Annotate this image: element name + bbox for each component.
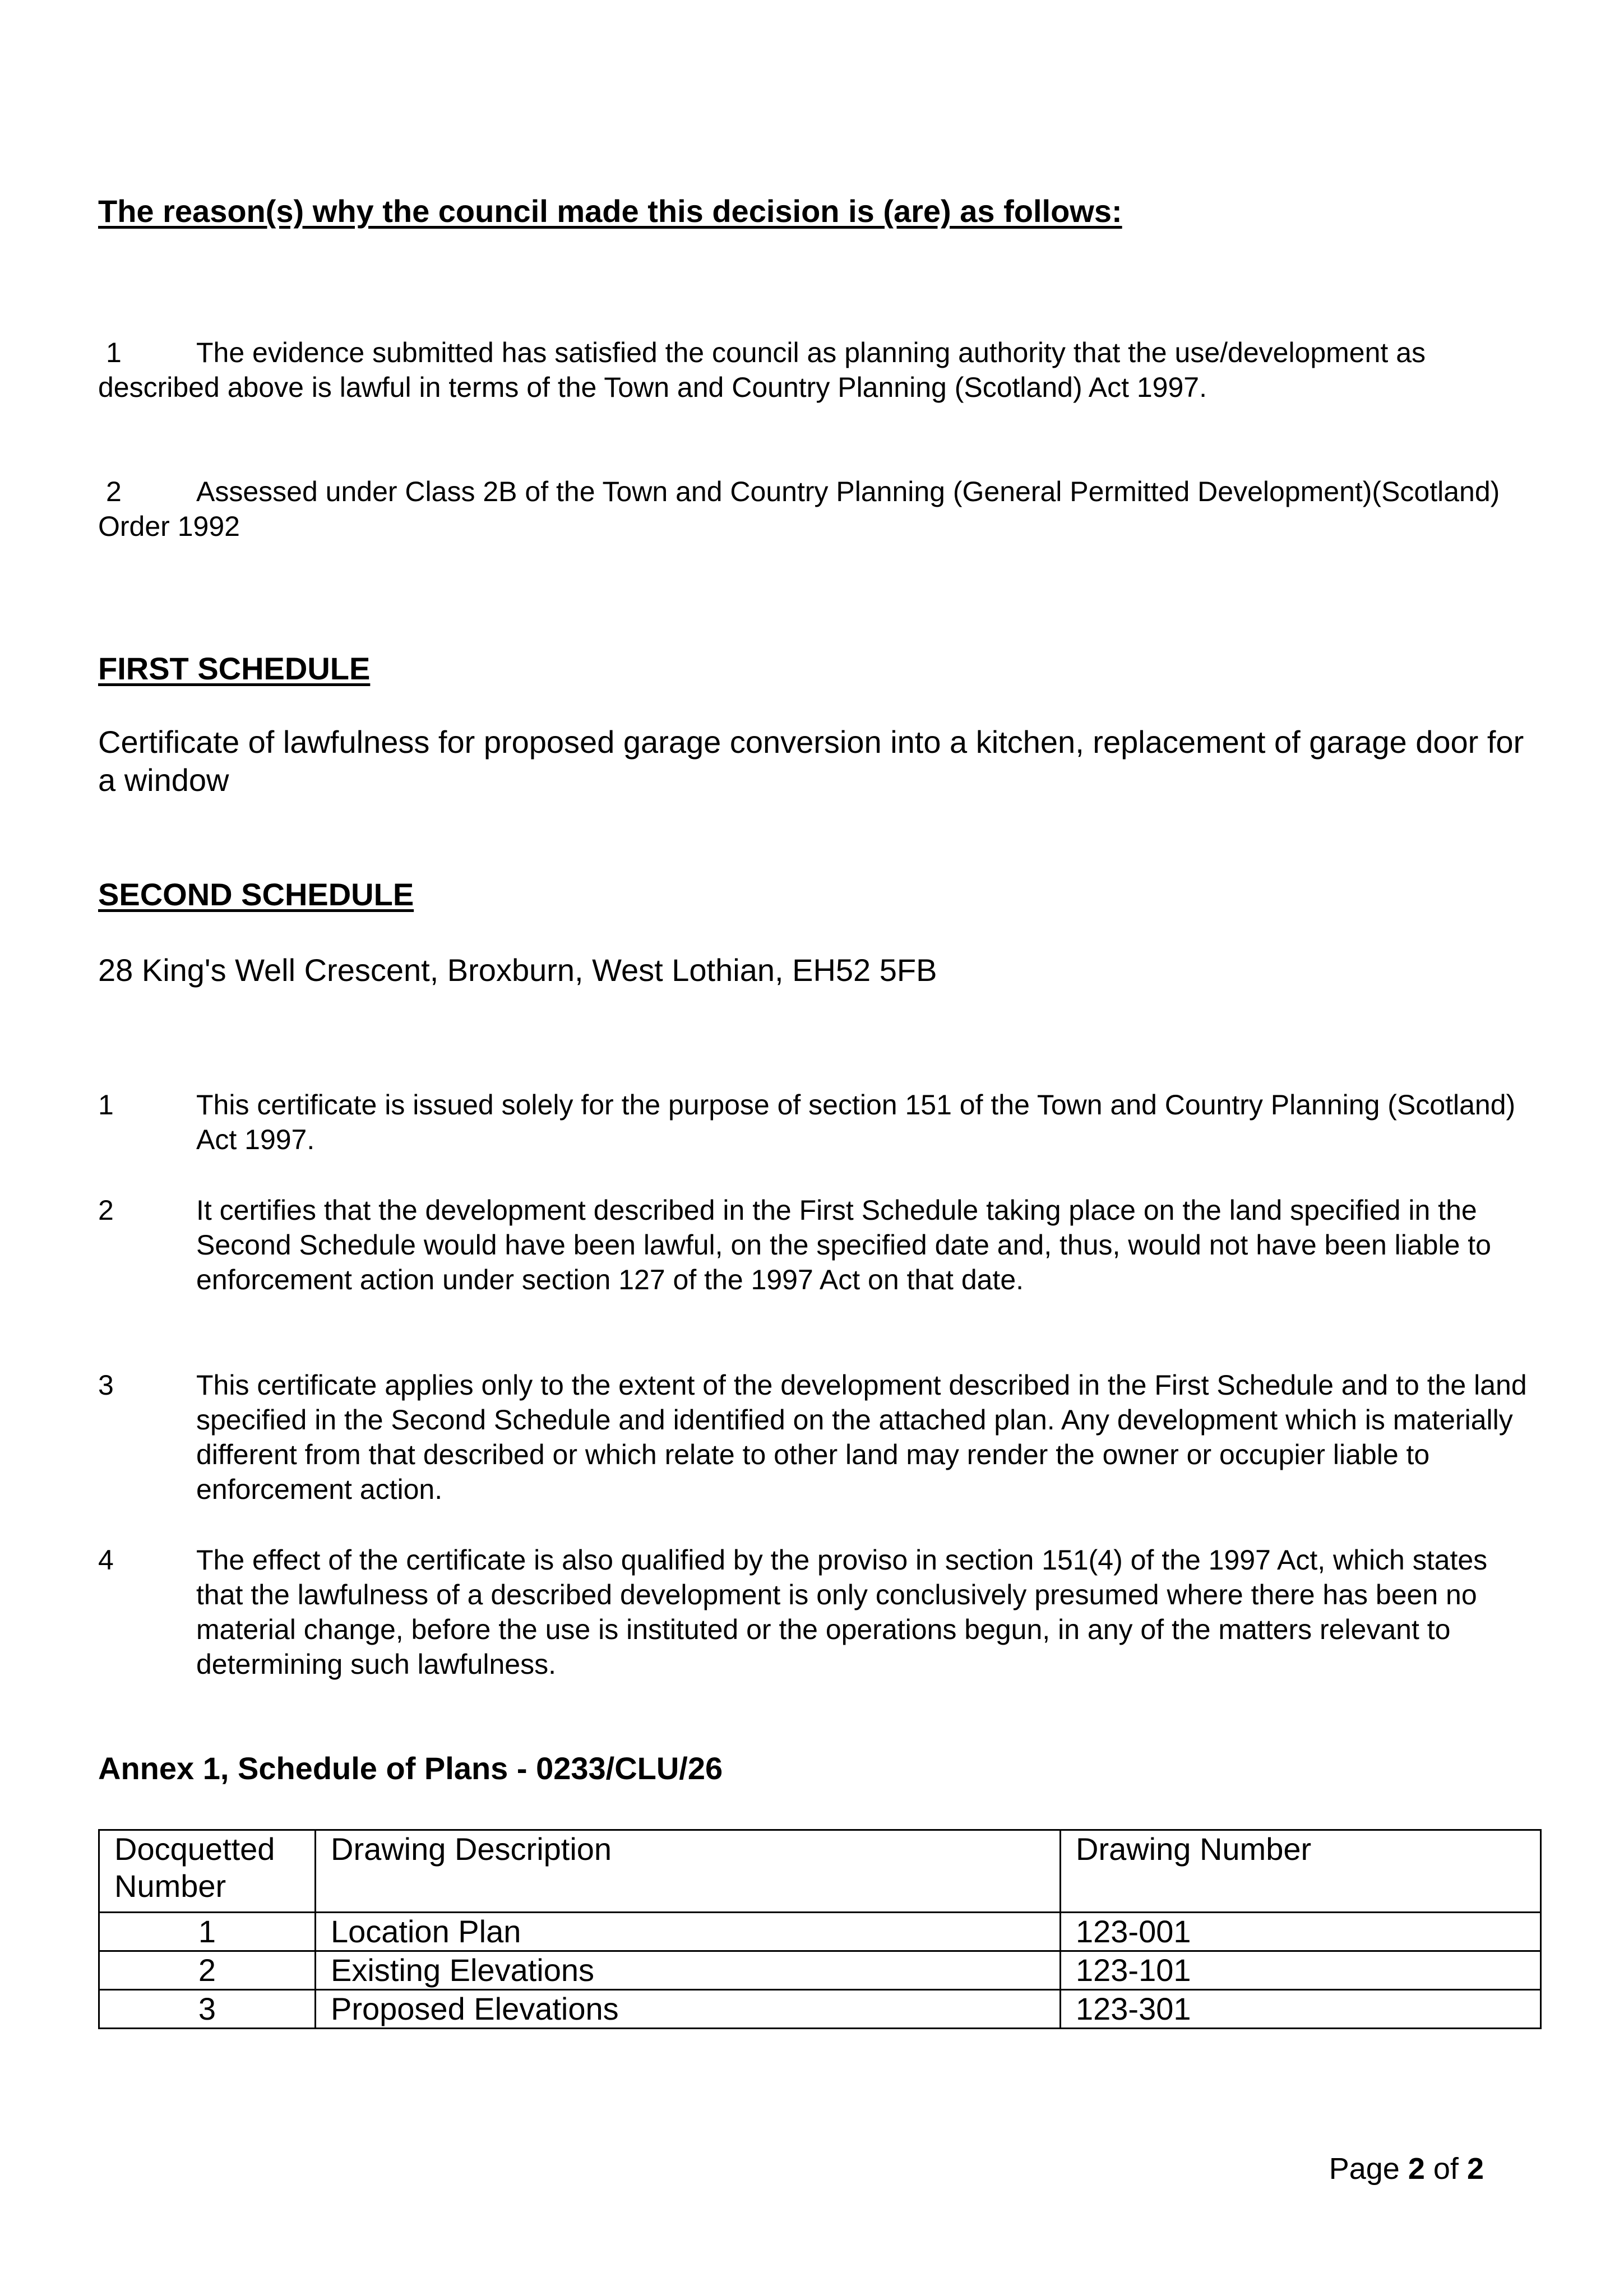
note-text: It certifies that the development described in the First Schedule taking place on the land specified in the Second Schedule would have been lawful, on the specified date and, thus, would not have been liable to enforcement action under section 127 of the 1997 Act on that date. bbox=[196, 1195, 1491, 1295]
second-schedule-text: 28 King's Well Crescent, Broxburn, West Lothian, EH52 5FB bbox=[98, 952, 937, 988]
table-header-row bbox=[99, 1830, 1541, 1913]
note-number: 4 bbox=[98, 1544, 114, 1576]
first-schedule-text: Certificate of lawfulness for proposed garage conversion into a kitchen, replacement of garage door for a window bbox=[98, 724, 1524, 798]
page-number bbox=[1329, 2151, 1484, 2186]
reason-number: 1 bbox=[106, 337, 122, 368]
reason-item bbox=[98, 335, 1533, 405]
reason-number: 2 bbox=[106, 476, 122, 507]
column-header: Drawing Number bbox=[1061, 1830, 1541, 1913]
reasons-heading: The reason(s) why the council made this decision is (are) as follows: bbox=[98, 193, 1122, 229]
table-row bbox=[99, 1990, 1541, 2029]
docquetted-number-cell: 1 bbox=[99, 1913, 316, 1951]
docquetted-number-cell: 3 bbox=[99, 1990, 316, 2029]
drawing-description-cell: Location Plan bbox=[316, 1913, 1061, 1951]
certificate-note bbox=[98, 1543, 1533, 1682]
note-number: 1 bbox=[98, 1089, 114, 1121]
total-pages: 2 bbox=[1466, 2152, 1484, 2186]
page-word: Page bbox=[1329, 2152, 1400, 2186]
note-number: 3 bbox=[98, 1369, 114, 1401]
of-word: of bbox=[1433, 2152, 1459, 2186]
current-page: 2 bbox=[1408, 2152, 1425, 2186]
column-header: Drawing Description bbox=[316, 1830, 1061, 1913]
note-text: This certificate is issued solely for the purpose of section 151 of the Town and Country Planning (Scotland) Act 1997. bbox=[196, 1089, 1516, 1155]
reason-text: The evidence submitted has satisfied the council as planning authority that the use/development as described above is lawful in terms of the Town and Country Planning (Scotland) Act 1997. bbox=[98, 337, 1426, 403]
note-text: The effect of the certificate is also qualified by the proviso in section 151(4) of the 1997 Act, which states that the lawfulness of a described development is only conclusively presumed where there has been no material change, before the use is instituted or the operations begun, in any of the matters relevant to determining such lawfulness. bbox=[196, 1544, 1488, 1680]
certificate-note bbox=[98, 1368, 1533, 1507]
table-row bbox=[99, 1951, 1541, 1990]
note-number: 2 bbox=[98, 1195, 114, 1226]
drawing-number-cell: 123-301 bbox=[1061, 1990, 1541, 2029]
note-text: This certificate applies only to the extent of the development described in the First Schedule and to the land specified in the Second Schedule and identified on the attached plan. Any development which is materially different from that described or which relate to other land may render the owner or occupier liable to enforcement action. bbox=[196, 1369, 1527, 1505]
table-row bbox=[99, 1913, 1541, 1951]
drawing-number-cell: 123-001 bbox=[1061, 1913, 1541, 1951]
certificate-note bbox=[98, 1193, 1533, 1297]
drawing-description-cell: Proposed Elevations bbox=[316, 1990, 1061, 2029]
certificate-note bbox=[98, 1087, 1533, 1157]
column-header: Docquetted Number bbox=[99, 1830, 316, 1913]
annex-heading: Annex 1, Schedule of Plans - 0233/CLU/26 bbox=[98, 1751, 723, 1786]
schedule-of-plans-table bbox=[98, 1829, 1542, 2029]
docquetted-number-cell: 2 bbox=[99, 1951, 316, 1990]
first-schedule-heading: FIRST SCHEDULE bbox=[98, 651, 371, 686]
reason-item bbox=[98, 474, 1533, 544]
second-schedule-heading: SECOND SCHEDULE bbox=[98, 877, 414, 912]
reason-text: Assessed under Class 2B of the Town and Country Planning (General Permitted Development)(Scotland) Order 1992 bbox=[98, 476, 1500, 542]
drawing-description-cell: Existing Elevations bbox=[316, 1951, 1061, 1990]
drawing-number-cell: 123-101 bbox=[1061, 1951, 1541, 1990]
